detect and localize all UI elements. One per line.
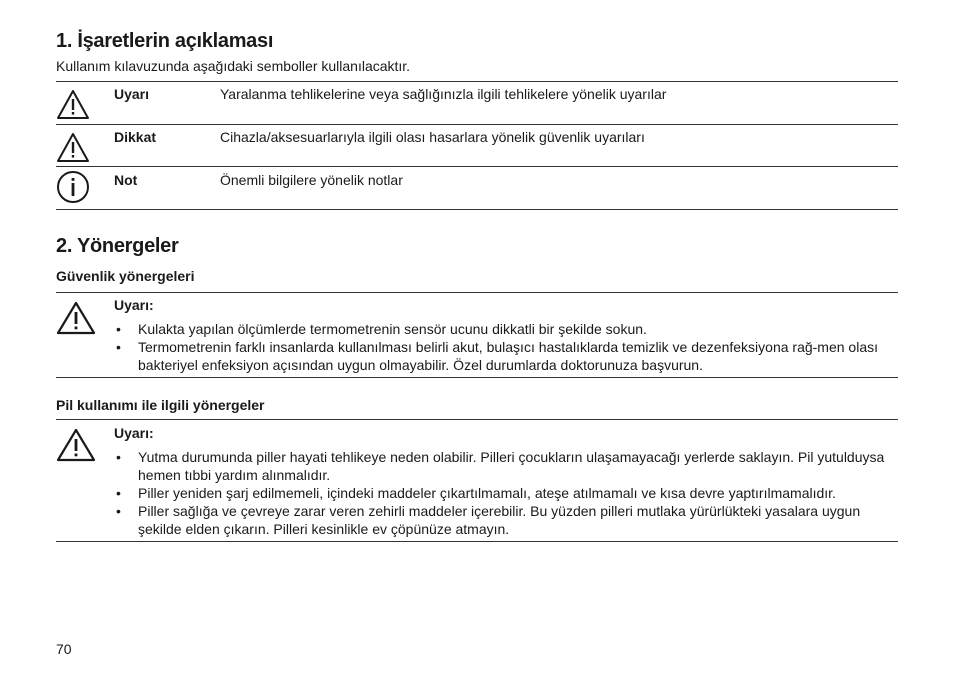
symbol-label-warning: Uyarı: [114, 86, 150, 102]
list-item: • Kulakta yapılan ölçümlerde termometrenin sensör ucunu dikkatli bir şekilde sokun.: [114, 320, 898, 338]
symbol-description-caution: Cihazla/aksesuarlarıyla ilgili olası hasarlara yönelik güvenlik uyarıları: [220, 129, 645, 145]
page-number: 70: [56, 641, 72, 657]
table-divider: [56, 166, 898, 167]
warning-triangle-icon: [56, 131, 90, 165]
list-item: • Termometrenin farklı insanlarda kullanılması belirli akut, bulaşıcı hastalıklarda temizlik ve dezenfeksiyona rağ-men olası bakteriyel enfeksiyon açısından uygun olmayabilir. Özel durumlarda doktorunuza başvurun.: [114, 338, 898, 374]
list-item: • Yutma durumunda piller hayati tehlikeye neden olabilir. Pilleri çocukların ulaşamayacağı yerlerde saklayın. Pil yutulduysa hemen tıbbi yardım alınmalıdır.: [114, 448, 898, 484]
battery-bullet-list: [114, 448, 898, 538]
symbol-label-note: Not: [114, 172, 138, 188]
warning-triangle-icon: [56, 300, 96, 336]
subheading-battery: Pil kullanımı ile ilgili yönergeler: [56, 397, 265, 413]
table-divider: [56, 209, 898, 210]
block-divider: [56, 541, 898, 542]
list-item: • Piller yeniden şarj edilmemeli, içindeki maddeler çıkartılmamalı, ateşe atılmamalı ve kısa devre yaptırılmamalıdır.: [114, 484, 898, 502]
block-divider: [56, 419, 898, 420]
block-divider: [56, 377, 898, 378]
warning-label: Uyarı:: [114, 425, 154, 441]
table-divider: [56, 81, 898, 82]
section-title-instructions: 2. Yönergeler: [56, 235, 179, 257]
symbol-label-caution: Dikkat: [114, 129, 157, 145]
subheading-safety: Güvenlik yönergeleri: [56, 268, 195, 284]
warning-triangle-icon: [56, 88, 90, 122]
symbol-description-note: Önemli bilgilere yönelik notlar: [220, 172, 403, 188]
symbol-description-warning: Yaralanma tehlikelerine veya sağlığınızla ilgili tehlikelere yönelik uyarılar: [220, 86, 667, 102]
section-intro: Kullanım kılavuzunda aşağıdaki semboller kullanılacaktır.: [56, 58, 411, 74]
safety-bullet-list: [114, 320, 898, 374]
table-divider: [56, 124, 898, 125]
info-circle-icon: [56, 170, 90, 204]
warning-triangle-icon: [56, 427, 96, 463]
section-title-symbols: 1. İşaretlerin açıklaması: [56, 30, 274, 52]
warning-label: Uyarı:: [114, 297, 154, 313]
block-divider: [56, 292, 898, 293]
list-item: • Piller sağlığa ve çevreye zarar veren zehirli maddeler içerebilir. Bu yüzden pilleri mutlaka yürürlükteki yasalara uygun şekilde elden çıkarın. Pilleri kesinlikle ev çöpünüze atmayın.: [114, 502, 898, 538]
